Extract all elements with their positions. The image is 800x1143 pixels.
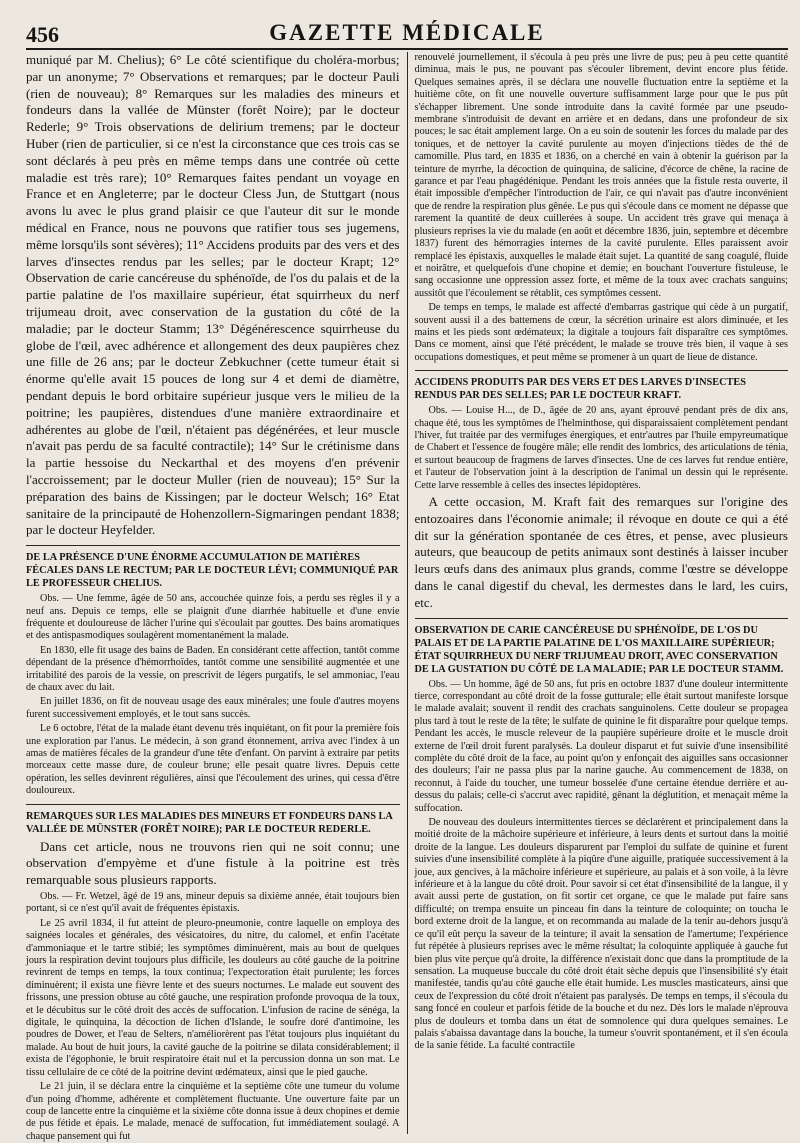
observation-paragraph: Obs. — Un homme, âgé de 50 ans, fut pris en octobre 1837 d'une douleur intermittente tierce, correspondant au côté droit de la fosse gutturale; elle était surtout manifeste lorsque le malade avalait; souvent il rendit des crachats sanguinolens. Cette douleur se propagea plus tard à tout le reste de la tête; le sulfate de quinine le fit disparaître pour quelque temps. Pendant les accès, le muscle releveur de la paupière supérieure droite et le muscle droit externe de l'œil droit furent paralysés. La douleur disparut et fut suivie d'une insensibilité complète du côté droit de la face, au point qu'on y enfonçait des aiguilles sans occasionner des douleurs; l'air ne passa plus par la narine gauche. Au commencement de 1838, on reconnut, à l'aide du toucher, une tumeur bosselée d'une certaine étendue derrière et au-dessus du palais; celle-ci s'accrut avec rapidité, gênant la déglutition, et menaçait même la suffocation. bbox=[414, 678, 788, 814]
section-divider bbox=[415, 618, 789, 619]
observation-paragraph: Obs. — Louise H..., de D., âgée de 20 ans, ayant éprouvé pendant près de dix ans, chaque été, tous les symptômes de l'helminthose, qui disparaissaient complètement pendant l'hiver, fut traitée par des vermifuges énergiques, et entr'autres par l'huile empyreumatique de Chabert et l'essence de fougère mâle; elle rendit des lombrics, des articulations de ténia, et surtout beaucoup de fragmens de larves d'insectes. Une de ces larves fut rendue entière, et l'auteur de l'observation joint à la description de l'animal un dessin qui le représente. Cette larve ressemble à celles des insectes lépidoptères. bbox=[414, 405, 788, 491]
contents-list-paragraph: muniqué par M. Chelius); 6° Le côté scientifique du choléra-morbus; par un anonyme; 7° Observations et remarques; par le docteur Pauli (rien de nouveau); 8° Remarques sur les maladies des mineurs et fondeurs dans la vallée de Münster (forêt Noire); par le docteur Rederle; 9° Trois observations de delirium tremens; par le docteur Huber (rien de particulier, si ce n'est la circonstance que ces trois cas se sont déclarés à peu près en même temps dans une contrée où cette maladie est très rare); 10° Remarques faites pendant un voyage en France et en Angleterre; par le docteur Cless Jun, de Stuttgart (nous avons lu avec le plus grand plaisir ce que l'auteur dit sur le monde médical en France, nous ne pouvons que ratifier tous ses jugemens, même lorsqu'ils sont sévères); 11° Accidens produits par des vers et des larves d'insectes rendus par les selles; par le docteur Krapt; 12° Observation de carie cancéreuse du sphénoïde, de l'os du palais et de la partie palatine de l'os maxillaire supérieur, état squirrheux du nerf trijumeau droit, avec conservation de la gustation du côté de la maladie; par le docteur Stamm; 13° Dégénérescence squirrheuse du globe de l'œil, avec adhérence et allongement des deux paupières chez une fille de 26 ans; par le docteur Zebkuchner (cette tumeur était si énorme qu'elle avait 15 pouces de long sur 4 et demi de diamètre, pendant depuis le bord orbitaire supérieur jusque vers le milieu de la poitrine; les paupières, distendues d'une manière extraordinaire et adhérentes au globe de l'œil, n'étaient pas dégénérées, et leur muscle n'avait pas perdu de sa faculté contractile); 14° Sur le crétinisme dans la partie hessoise du Neckarthal et des moyens d'en prévenir l'accroissement; par le docteur Muller (rien de nouveau); 15° Sur la préparation des bains de Kissingen; par le docteur Welsch; 16° Etat sanitaire de la principauté de Hohenzollern-Sigmaringen pendant 1838; par le docteur Heyfelder. bbox=[26, 52, 400, 538]
section-divider bbox=[26, 804, 400, 805]
observation-paragraph: Le 21 juin, il se déclara entre la cinquième et la septième côte une tumeur du volume d'un poing d'homme, adhérente et complètement fluctuante. Une ouverture faite par un coup de lancette entre la cinquième et la sixième côte donna issue à deux chopines et demie de pus fétide et épais. Le malade, menacé de suffocation, fut immédiatement soulagé. A chaque pansement qui fut bbox=[26, 1081, 400, 1142]
page-header bbox=[26, 14, 788, 50]
article-heading-levi: DE LA PRÉSENCE D'UNE ÉNORME ACCUMULATION DE MATIÈRES FÉCALES DANS LE RECTUM; PAR LE DOCTEUR LÉVI; COMMUNIQUÉ PAR LE PROFESSEUR CHELIUS. bbox=[26, 552, 399, 590]
section-divider bbox=[415, 370, 789, 371]
observation-paragraph: Le 25 avril 1834, il fut atteint de pleuro-pneumonie, contre laquelle on employa des saignées locales et générales, des vésicatoires, du nitre, du calomel, et enfin l'acétate d'ammoniaque et le tartre stibié; les symptômes diminuèrent, mais au bout de quelques jours la respiration devint toujours plus difficile, les douleurs au côté gauche de la poitrine revinrent de temps en temps, la toux continua; l'expectoration était purulente; les forces diminuèrent; il exista une fièvre lente et des sueurs nocturnes. Le malade eut souvent des frissons, une pression obtuse au côté gauche, une respiration profonde provoqua de la toux, et le décubitus sur le côté droit des accès de suffocation. L'infusion de racine de sénéga, la digitale, le quinquina, la décoction de lichen d'Islande, le soufre doré d'antimoine, les poudres de Dower, et l'eau de Selters, n'améliorèrent pas l'état toujours plus inquiétant du malade. Au bout de huit jours, la cavité gauche de la poitrine se dilata considérablement; il exista de l'égophonie, le bruit respiratoire était nul et la percussion donna un son mat. Le tissu cellulaire de ce côté de la poitrine devint œdémateux, ainsi que le pied gauche. bbox=[26, 917, 400, 1078]
observation-paragraph: De temps en temps, le malade est affecté d'embarras gastrique qui cède à un purgatif, souvent aussi il a des battemens de cœur, la sécrétion urinaire est alors diminuée, et les mains et les pieds sont œdémateux; la digitale a toujours fait disparaître ces symptômes. Dans ce moment, ainsi que l'été précédent, le malade se trouve très bien, il vaque à ses occupations domestiques, et peut même se promener à un quart de lieue de distance. bbox=[414, 302, 788, 363]
observation-paragraph: Obs. — Une femme, âgée de 50 ans, accouchée quinze fois, a perdu ses règles il y a neuf ans. Depuis ce temps, elle se plaignit d'une diarrhée habituelle et d'une envie fréquente et douloureuse de lâcher l'urine qui s'écoulait par gouttes. Des bains aromatiques et des antispasmodiques soulagèrent momentanément la malade. bbox=[26, 593, 400, 642]
observation-paragraph: En 1830, elle fit usage des bains de Baden. En considérant cette affection, tantôt comme dépendant de la présence d'hémorrhoïdes, tantôt comme une sensibilité augmentée et une irritabilité des parois de la vessie, on prescrivit de légers purgatifs, le sel ammoniac, l'eau de chaux avec du lait. bbox=[26, 644, 400, 693]
observation-paragraph: Obs. — Fr. Wetzel, âgé de 19 ans, mineur depuis sa dixième année, était toujours bien portant, si ce n'est qu'il avait de fréquentes épistaxis. bbox=[26, 891, 400, 915]
commentary-paragraph: Dans cet article, nous ne trouvons rien qui ne soit connu; une observation d'empyème et d'une fistule à la poitrine est très remarquable sous plusieurs rapports. bbox=[26, 838, 400, 888]
observation-paragraph: Le 6 octobre, l'état de la malade étant devenu très inquiétant, on fit pour la première fois une exploration par l'anus. Le médecin, à son grand étonnement, arriva avec l'index à un amas de matières fécales de la grandeur d'une tête d'enfant. On parvint à extraire par petits morceaux cette masse dure, de couleur brune; elle pesait quatre livres. Depuis cette opération, les selles devinrent régulières, ainsi que l'écoulement des urines, qui cessa d'être douloureux. bbox=[26, 723, 400, 797]
observation-paragraph: De nouveau des douleurs intermittentes tierces se déclarèrent et principalement dans la moitié droite de la mâchoire supérieure et inférieure, à leurs dents et surtout dans la moitié droite de la langue. Les douleurs disparurent par l'emploi du sulfate de quinine et furent suivies d'une insensibilité complète à la piqûre d'une aiguille, pratiquée successivement à la joue, aux gencives, à la mâchoire inférieure et supérieure, au palais et à son voile, à la lèvre inférieure et à la langue du côté droit. Pour savoir si cet état d'insensibilité de la langue, il y avait aussi perte de gustation, on fit sortir cet organe, ce que le malade put faire sans difficulté; on trempa ensuite un pinceau fin dans la teinture de coloquinte; on toucha le bord externe droit de la langue, et on recommanda au malade de la tenir au-dehors jusqu'à ce qu'il eût perçu la saveur de la teinture; il avait la sensation de l'amertume; l'expérience fut répétée à plusieurs reprises avec le même résultat; la coloquinte appliquée à gauche fut bien plus vite perçue qu'à droite, la différence n'existait donc que dans la promptitude de la sensation. La muqueuse buccale du côté droit était sèche depuis que l'insensibilité s'y était manifestée, tandis qu'au côté gauche elle était humide. Les muscles masticateurs, ainsi que ceux de l'expression du côté droit n'étaient pas paralysés. De temps en temps, il s'écoula du sang foncé en couleur et parfois fétide de la bouche et du nez. Dès lors le malade n'éprouva plus de douleurs et tomba dans un état de somnolence qui dura quelques semaines. Le palais s'abaissa davantage dans la bouche, la tumeur s'ouvrit spontanément, et il s'en écoula de la sanie fétide. La faculté contractile bbox=[414, 817, 788, 1052]
commentary-paragraph: A cette occasion, M. Kraft fait des remarques sur l'origine des entozoaires dans l'économie animale; il révoque en doute ce qui a été dit sur la génération spontanée de ces êtres, et pense, avec plusieurs auteurs, que beaucoup de petits animaux sont destinés à laisser incuber leurs œufs dans des animaux plus grands, comme l'œstre se développe dans le canal digestif du cheval, les dermestes dans le lard, les cuirs, etc. bbox=[414, 494, 788, 610]
journal-title: GAZETTE MÉDICALE bbox=[269, 20, 545, 45]
observation-paragraph: renouvelé journellement, il s'écoula à peu près une livre de pus; peu à peu cette quantité diminua, mais le pus, ne pouvant pas s'écouler librement, devint encore plus fétide. Quelques semaines après, il se déclara une nouvelle fluctuation entre la septième et la huitième côte, on fit une nouvelle ouverture suffisamment large pour que le pus pût s'échapper librement. Une sonde introduite dans la cavité formée par une pseudo-membrane s'introduisit de devant en arrière et en dedans, dans une profondeur de six pouces; le sac était amplement large. On a eu soin de soutenir les forces du malade par des toniques, et de nettoyer la cavité purulente au moyen d'injections tièdes de thé de camomille. Plus tard, en 1835 et 1836, on a cherché en vain à obtenir la guérison par la teinture de myrrhe, la décoction de quinquina, de salicine, d'écorce de chêne, la racine de garance et par l'eau phagédénique. Pendant les trois années que la fistule resta ouverte, il était impossible d'empêcher l'introduction de l'air, ce qui n'avait pas d'autre inconvénient que de rendre la respiration plus gênée. Le pus qui s'écoule dans ce moment ne dépasse que rarement la quantité de deux cuillerées à soupe. Un accident très grave qui menaça à plusieurs reprises la vie du malade (en août et décembre 1836, juin, septembre et décembre 1837) furent des hémorragies internes de la cavité purulente. Elles paraissent avoir remplacé les épistaxis, auxquelles le malade était sujet. La quantité de sang coagulé, fluide et noirâtre, et quelquefois d'une chopine et demie; en bouchant l'ouverture fistuleuse, le sang occasionne une oppression assez forte, et même de la toux avec crachats sanguins; aussitôt que l'écoulement se rétablit, ces symptômes cessent. bbox=[414, 52, 788, 299]
left-column bbox=[26, 52, 407, 1142]
section-divider bbox=[26, 545, 400, 546]
observation-paragraph: En juillet 1836, on fit de nouveau usage des eaux minérales; une foule d'autres moyens furent successivement employés, et le tout sans succès. bbox=[26, 696, 400, 720]
article-heading-rederle: REMARQUES SUR LES MALADIES DES MINEURS ET FONDEURS DANS LA VALLÉE DE MÜNSTER (FORÊT NOIRE); PAR LE DOCTEUR REDERLE. bbox=[26, 810, 393, 835]
right-column bbox=[408, 52, 789, 1134]
page-number: 456 bbox=[26, 22, 59, 47]
article-heading-kraft: ACCIDENS PRODUITS PAR DES VERS ET DES LARVES D'INSECTES RENDUS PAR DES SELLES; PAR LE DOCTEUR KRAFT. bbox=[414, 377, 747, 402]
article-columns bbox=[26, 52, 788, 1142]
article-heading-stamm: OBSERVATION DE CARIE CANCÉREUSE DU SPHÉNOÏDE, DE L'OS DU PALAIS ET DE LA PARTIE PALATINE DE L'OS MAXILLAIRE SUPÉRIEUR; ÉTAT SQUIRRHEUX DU NERF TRIJUMEAU DROIT, AVEC CONSERVATION DE LA GUSTATION DU CÔTÉ DE LA MALADIE; PAR LE DOCTEUR STAMM. bbox=[414, 624, 784, 675]
